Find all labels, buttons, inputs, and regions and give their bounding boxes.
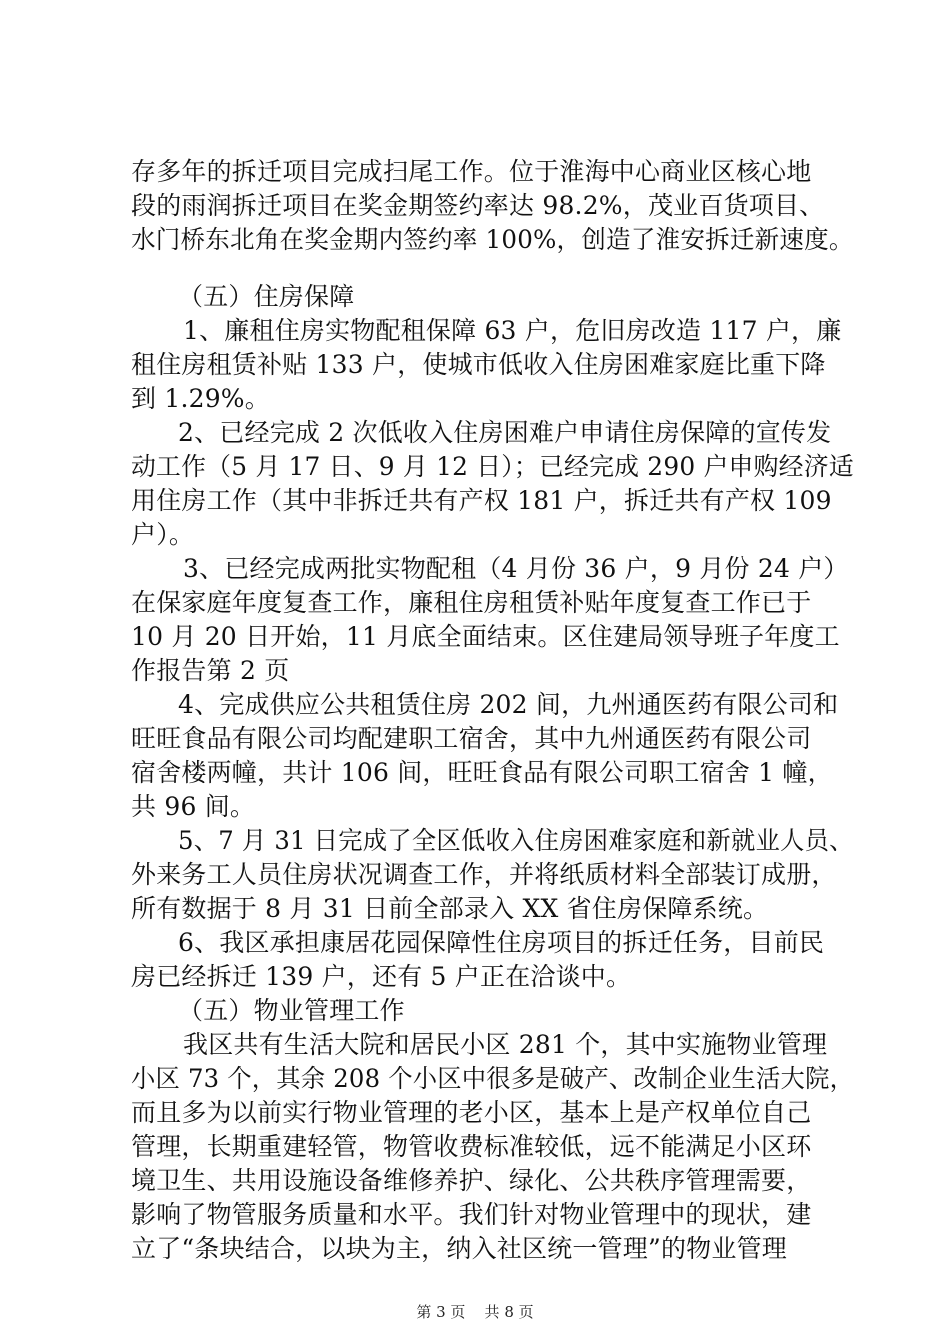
text-line: 10 月 20 日开始，11 月底全面结束。区住建局领导班子年度工 — [131, 622, 840, 651]
footer-separator — [470, 1303, 480, 1321]
page-total: 共 8 页 — [484, 1303, 534, 1321]
text-line: 所有数据于 8 月 31 日前全部录入 XX 省住房保障系统。 — [131, 894, 769, 923]
text-line: 2、已经完成 2 次低收入住房困难户申请住房保障的宣传发 — [178, 418, 832, 447]
text-line: 到 1.29%。 — [131, 384, 270, 413]
text-line: 存多年的拆迁项目完成扫尾工作。位于淮海中心商业区核心地 — [131, 157, 812, 186]
text-line: 6、我区承担康居花园保障性住房项目的拆迁任务，目前民 — [178, 928, 825, 957]
text-line: 我区共有生活大院和居民小区 281 个，其中实施物业管理 — [183, 1030, 828, 1059]
text-line: 管理，长期重建轻管，物管收费标准较低，远不能满足小区环 — [131, 1132, 812, 1161]
text-line: 而且多为以前实行物业管理的老小区，基本上是产权单位自己 — [131, 1098, 812, 1127]
text-line: 动工作（5 月 17 日、9 月 12 日）；已经完成 290 户申购经济适 — [131, 452, 854, 481]
text-line: 影响了物管服务质量和水平。我们针对物业管理中的现状，建 — [131, 1200, 812, 1229]
text-line: 共 96 间。 — [131, 792, 256, 821]
text-line: （五）住房保障 — [178, 282, 355, 311]
text-line: 5、7 月 31 日完成了全区低收入住房困难家庭和新就业人员、 — [178, 826, 854, 855]
text-line: 立了“条块结合，以块为主，纳入社区统一管理”的物业管理 — [131, 1234, 787, 1263]
text-line: 用住房工作（其中非拆迁共有产权 181 户，拆迁共有产权 109 — [131, 486, 832, 515]
text-line: 1、廉租住房实物配租保障 63 户，危旧房改造 117 户，廉 — [183, 316, 842, 345]
page-number: 第 3 页 — [416, 1303, 466, 1321]
text-line: 小区 73 个，其余 208 个小区中很多是破产、改制企业生活大院， — [131, 1064, 855, 1093]
text-line: 外来务工人员住房状况调查工作，并将纸质材料全部装订成册， — [131, 860, 837, 889]
text-line: 在保家庭年度复查工作，廉租住房租赁补贴年度复查工作已于 — [131, 588, 812, 617]
page-footer — [0, 1302, 950, 1322]
text-line: 3、已经完成两批实物配租（4 月份 36 户，9 月份 24 户） — [183, 554, 849, 583]
text-line: 作报告第 2 页 — [131, 656, 290, 685]
text-line: （五）物业管理工作 — [178, 996, 405, 1025]
text-line: 水门桥东北角在奖金期内签约率 100%，创造了淮安拆迁新速度。 — [131, 225, 854, 254]
text-line: 宿舍楼两幢，共计 106 间，旺旺食品有限公司职工宿舍 1 幢， — [131, 758, 833, 787]
text-line: 旺旺食品有限公司均配建职工宿舍，其中九州通医药有限公司 — [131, 724, 812, 753]
text-line: 境卫生、共用设施设备维修养护、绿化、公共秩序管理需要， — [131, 1166, 812, 1195]
text-line: 租住房租赁补贴 133 户，使城市低收入住房困难家庭比重下降 — [131, 350, 826, 379]
text-line: 房已经拆迁 139 户，还有 5 户正在洽谈中。 — [131, 962, 632, 991]
text-line: 4、完成供应公共租赁住房 202 间，九州通医药有限公司和 — [178, 690, 839, 719]
text-line: 段的雨润拆迁项目在奖金期签约率达 98.2%，茂业百货项目、 — [131, 191, 825, 220]
text-line: 户）。 — [131, 520, 195, 549]
